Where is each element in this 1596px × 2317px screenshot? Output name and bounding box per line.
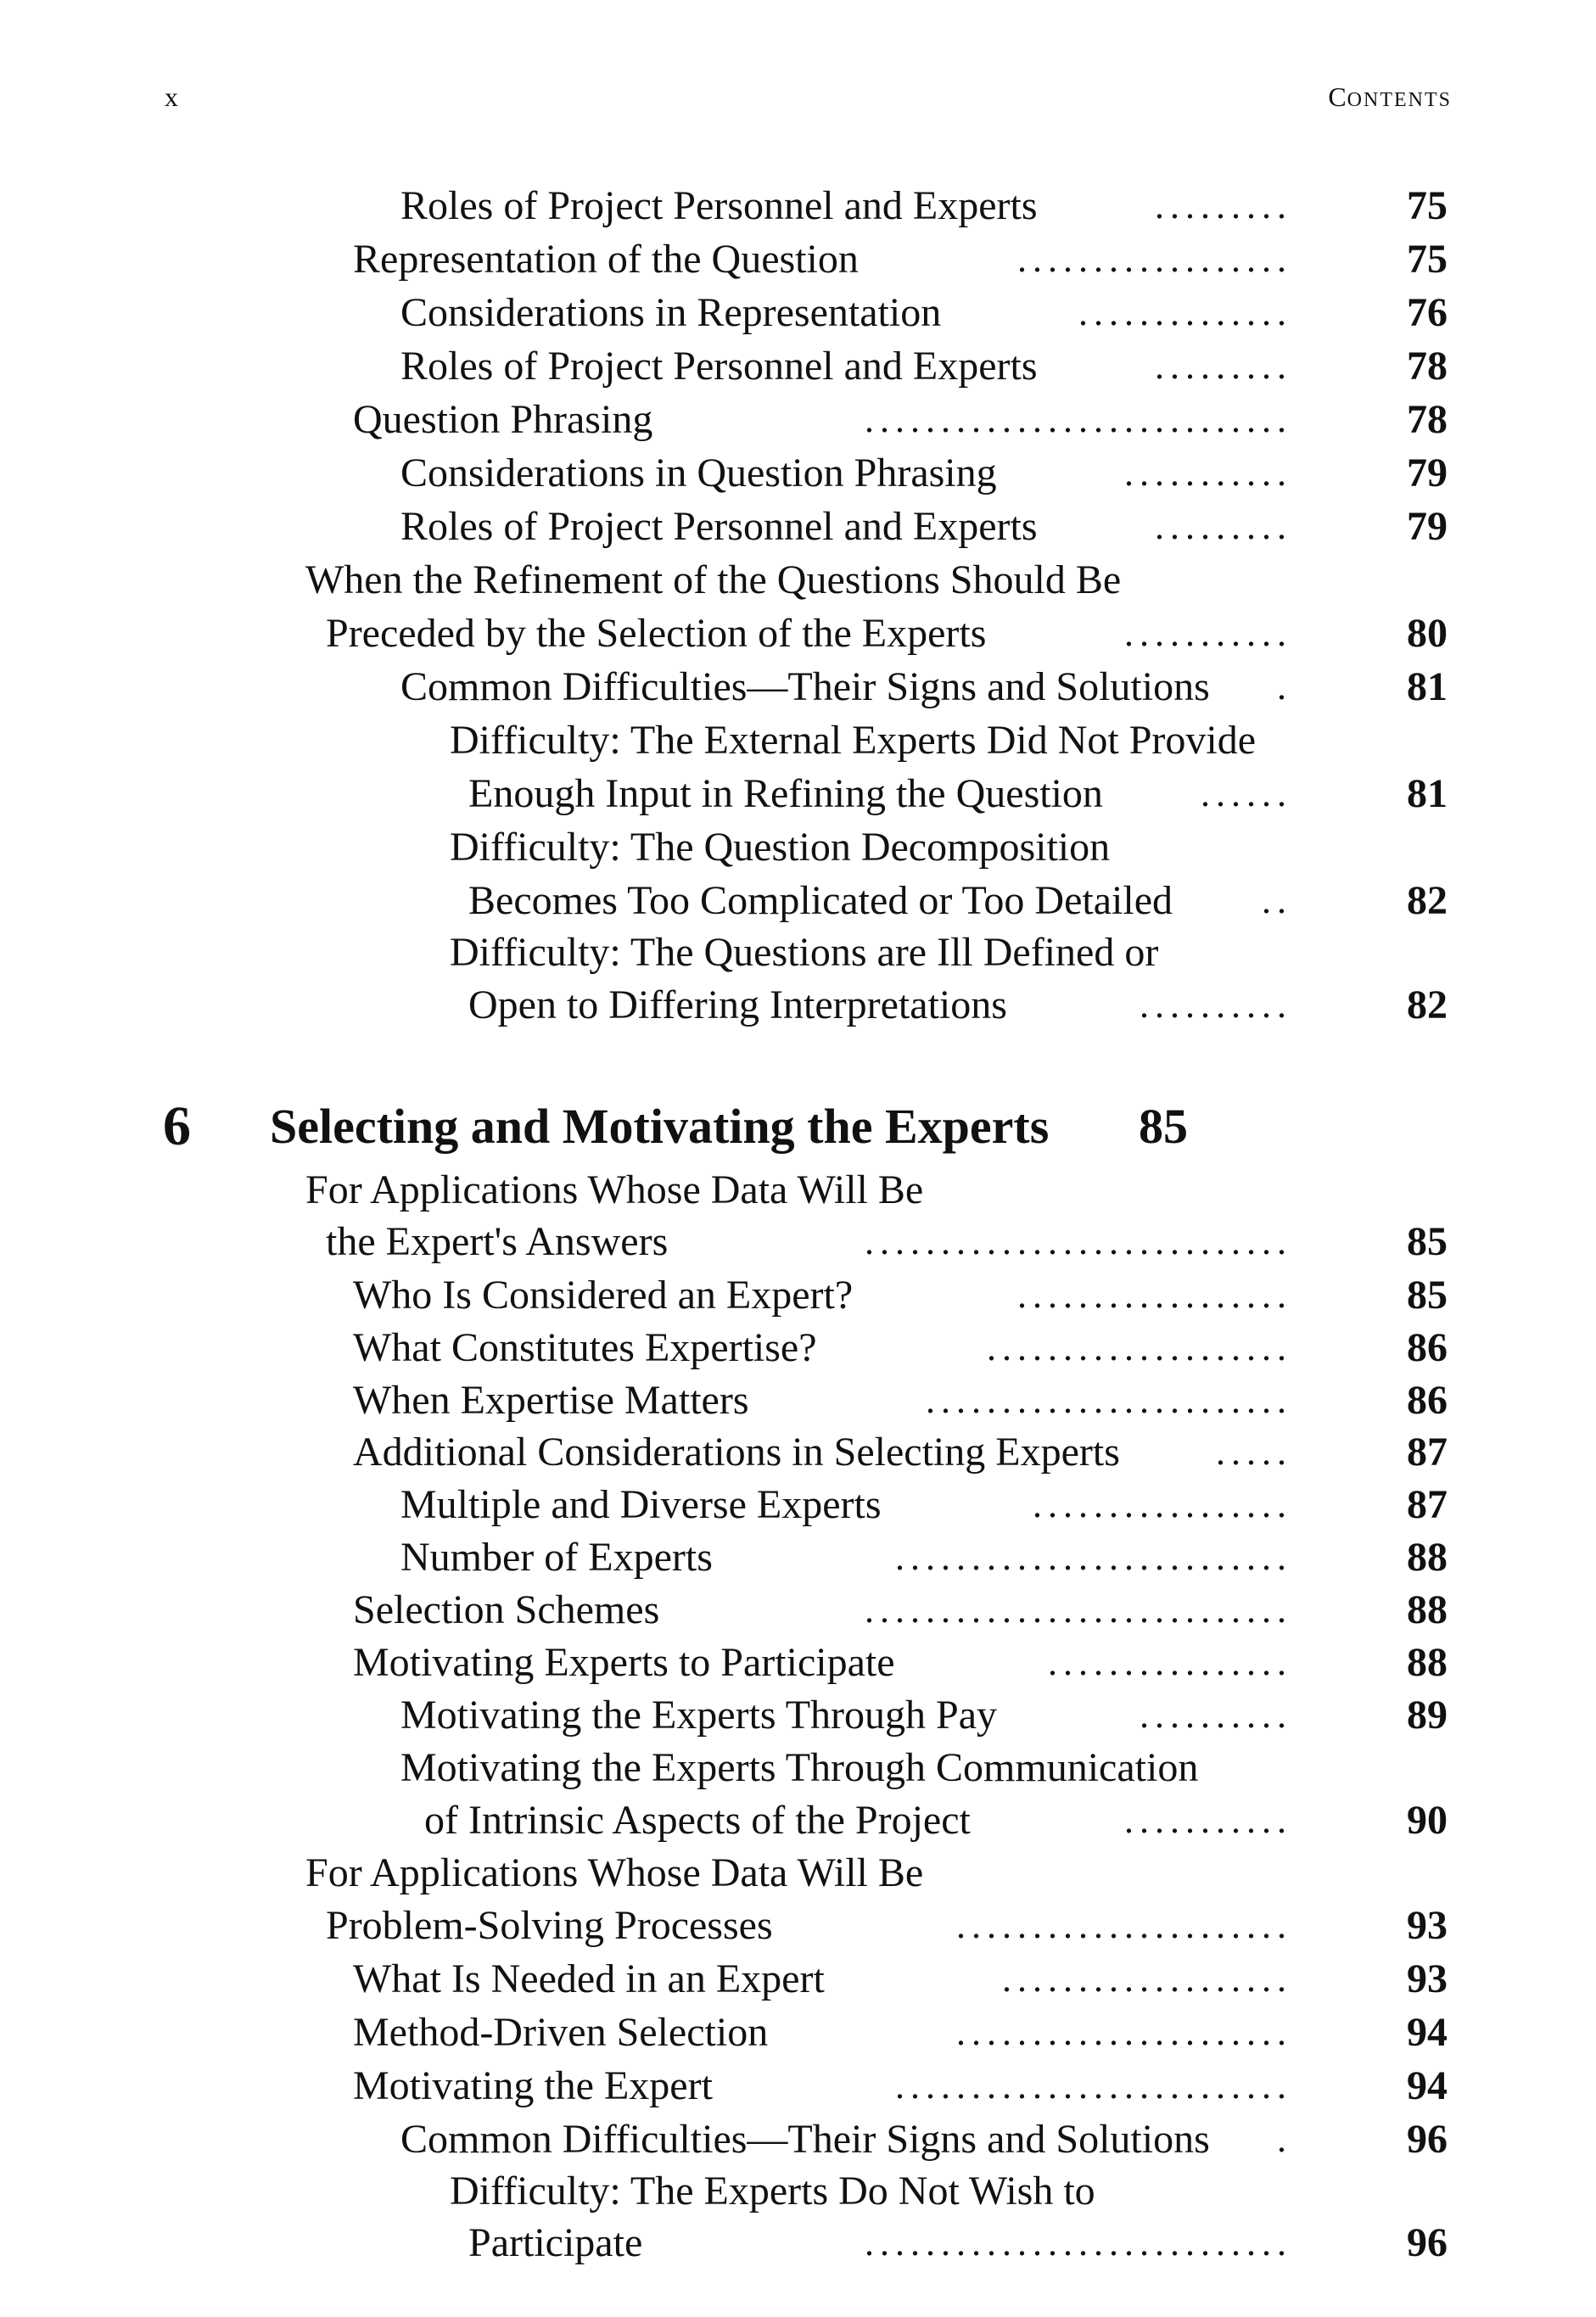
toc-entry-title: Open to Differing Interpretations: [468, 982, 1007, 1027]
toc-entry-page: 87: [1407, 1482, 1448, 1527]
leader-dots: ...................: [1002, 1958, 1292, 2000]
page-number: x: [165, 81, 178, 112]
toc-entry-title: Question Phrasing: [353, 397, 653, 442]
toc-entry[interactable]: [0, 2218, 1596, 2269]
toc-entry-title: For Applications Whose Data Will Be: [305, 1167, 924, 1212]
leader-dots: ..............: [1078, 292, 1292, 333]
leader-dots: ..........: [1140, 1694, 1292, 1736]
toc-entry[interactable]: [0, 608, 1596, 659]
toc-entry-page: 94: [1407, 2063, 1448, 2108]
toc-entry-title: Enough Input in Refining the Question: [468, 771, 1103, 816]
toc-entry-title: Motivating the Experts Through Pay: [400, 1693, 998, 1738]
toc-entry[interactable]: [0, 1743, 1596, 1794]
leader-dots: ....................: [987, 1327, 1292, 1368]
leader-dots: ...........: [1124, 613, 1292, 654]
leader-dots: ...........: [1124, 1799, 1292, 1841]
leader-dots: ............................: [865, 2222, 1292, 2264]
toc-entry[interactable]: [0, 876, 1596, 926]
toc-entry[interactable]: [0, 1585, 1596, 1636]
leader-dots: .........: [1155, 185, 1292, 227]
toc-entry-title: Problem-Solving Processes: [326, 1903, 773, 1948]
leader-dots: ............................: [865, 1221, 1292, 1262]
toc-entry-title: Motivating the Experts Through Communication: [400, 1745, 1199, 1790]
toc-entry[interactable]: [0, 1427, 1596, 1478]
toc-entry-page: 88: [1407, 1640, 1448, 1685]
toc-entry[interactable]: [0, 1690, 1596, 1741]
toc-entry-title: Common Difficulties—Their Signs and Solutions: [400, 2117, 1210, 2162]
leader-dots: ..........: [1140, 984, 1292, 1026]
toc-entry[interactable]: [0, 769, 1596, 820]
toc-entry-title: Method-Driven Selection: [353, 2010, 769, 2055]
running-title-smallcaps: ONTENTS: [1347, 89, 1452, 111]
leader-dots: ........................: [926, 1380, 1292, 1421]
toc-entry-page: 75: [1407, 183, 1448, 228]
toc-entry-title: Difficulty: The Questions are Ill Defined or: [450, 930, 1159, 975]
toc-entry-page: 89: [1407, 1693, 1448, 1738]
toc-entry-page: 82: [1407, 982, 1448, 1027]
running-title-initial: C: [1328, 81, 1347, 112]
toc-entry-title: Selection Schemes: [353, 1587, 660, 1632]
toc-entry-page: 75: [1407, 237, 1448, 282]
chapter-heading[interactable]: [0, 1094, 1596, 1159]
toc-entry-title: Becomes Too Complicated or Too Detailed: [468, 878, 1173, 923]
leader-dots: ......: [1201, 773, 1292, 814]
toc-entry-page: 93: [1407, 1956, 1448, 2001]
toc-entry[interactable]: [0, 1375, 1596, 1426]
leader-dots: ..........................: [895, 2065, 1292, 2107]
leader-dots: ..........................: [895, 1536, 1292, 1578]
toc-entry-title: Considerations in Question Phrasing: [400, 451, 997, 495]
leader-dots: .....: [1216, 1431, 1292, 1473]
toc-entry[interactable]: [0, 2166, 1596, 2217]
leader-dots: .: [1277, 2118, 1292, 2160]
toc-entry-page: 88: [1407, 1535, 1448, 1580]
leader-dots: ......................: [956, 1905, 1292, 1946]
toc-entry[interactable]: [0, 1480, 1596, 1531]
leader-dots: .: [1277, 666, 1292, 708]
toc-entry-title: Motivating Experts to Participate: [353, 1640, 895, 1685]
toc-entry-title: When Expertise Matters: [353, 1378, 749, 1423]
toc-entry-title: For Applications Whose Data Will Be: [305, 1850, 924, 1895]
chapter-number: 6: [163, 1095, 191, 1157]
toc-entry-title: Multiple and Diverse Experts: [400, 1482, 882, 1527]
chapter-title: Selecting and Motivating the Experts: [270, 1099, 1050, 1154]
toc-entry-page: 86: [1407, 1378, 1448, 1423]
toc-entry-page: 78: [1407, 397, 1448, 442]
toc-entry[interactable]: [0, 1323, 1596, 1374]
leader-dots: ..................: [1017, 1274, 1292, 1316]
toc-entry-page: 90: [1407, 1798, 1448, 1843]
toc-entry[interactable]: [0, 1165, 1596, 1216]
toc-entry-title: Motivating the Expert: [353, 2063, 713, 2108]
toc-entry[interactable]: [0, 927, 1596, 978]
toc-entry[interactable]: [0, 2061, 1596, 2112]
toc-entry-page: 80: [1407, 611, 1448, 656]
toc-entry-title: Common Difficulties—Their Signs and Solutions: [400, 664, 1210, 709]
toc-entry-page: 93: [1407, 1903, 1448, 1948]
toc-entry-page: 79: [1407, 504, 1448, 549]
toc-entry-title: Participate: [468, 2220, 643, 2265]
toc-entry-title: Considerations in Representation: [400, 290, 942, 335]
leader-dots: ............................: [865, 399, 1292, 440]
toc-entry-title: When the Refinement of the Questions Should Be: [305, 557, 1122, 602]
toc-entry[interactable]: [0, 448, 1596, 499]
toc-entry-page: 82: [1407, 878, 1448, 923]
toc-entry[interactable]: [0, 662, 1596, 713]
toc-entry-page: 85: [1407, 1219, 1448, 1264]
toc-entry-page: 85: [1407, 1273, 1448, 1318]
toc-entry[interactable]: [0, 234, 1596, 285]
toc-entry-title: Representation of the Question: [353, 237, 859, 282]
toc-entry[interactable]: [0, 1270, 1596, 1321]
toc-entry-page: 94: [1407, 2010, 1448, 2055]
toc-entry-title: Difficulty: The External Experts Did Not Provide: [450, 718, 1257, 763]
toc-entry-title: Roles of Project Personnel and Experts: [400, 183, 1038, 228]
toc-entry[interactable]: [0, 822, 1596, 873]
toc-entry-page: 88: [1407, 1587, 1448, 1632]
toc-entry-title: Who Is Considered an Expert?: [353, 1273, 854, 1318]
leader-dots: .........: [1155, 506, 1292, 547]
toc-entry-title: Additional Considerations in Selecting Experts: [353, 1430, 1120, 1475]
toc-entry[interactable]: [0, 1217, 1596, 1268]
toc-entry-title: Preceded by the Selection of the Experts: [326, 611, 987, 656]
toc-entry[interactable]: [0, 2007, 1596, 2058]
toc-entry[interactable]: [0, 288, 1596, 339]
toc-entry-title: Difficulty: The Question Decomposition: [450, 825, 1111, 870]
leader-dots: .................: [1033, 1484, 1292, 1525]
toc-entry[interactable]: [0, 980, 1596, 1031]
toc-entry-page: 81: [1407, 771, 1448, 816]
leader-dots: ......................: [956, 2012, 1292, 2053]
toc-entry-page: 79: [1407, 451, 1448, 495]
toc-entry[interactable]: [0, 1795, 1596, 1846]
toc-entry-title: Number of Experts: [400, 1535, 713, 1580]
toc-entry-page: 96: [1407, 2117, 1448, 2162]
toc-entry-title: Roles of Project Personnel and Experts: [400, 344, 1038, 389]
leader-dots: ...........: [1124, 452, 1292, 494]
chapter-page: 85: [1139, 1099, 1188, 1154]
leader-dots: ..................: [1017, 238, 1292, 280]
toc-entry-title: the Expert's Answers: [326, 1219, 669, 1264]
toc-entry-page: 76: [1407, 290, 1448, 335]
leader-dots: .........: [1155, 345, 1292, 387]
toc-entry[interactable]: [0, 181, 1596, 232]
toc-entry-title: Difficulty: The Experts Do Not Wish to: [450, 2169, 1095, 2213]
toc-entry-title: What Is Needed in an Expert: [353, 1956, 825, 2001]
toc-entry[interactable]: [0, 555, 1596, 606]
toc-entry-title: What Constitutes Expertise?: [353, 1325, 817, 1370]
toc-entry[interactable]: [0, 2114, 1596, 2165]
toc-entry-title: Roles of Project Personnel and Experts: [400, 504, 1038, 549]
toc-entry-page: 78: [1407, 344, 1448, 389]
toc-entry[interactable]: [0, 1848, 1596, 1899]
toc-entry-title: of Intrinsic Aspects of the Project: [424, 1798, 971, 1843]
toc-entry-page: 96: [1407, 2220, 1448, 2265]
running-title: [1328, 81, 1452, 113]
toc-entry[interactable]: [0, 1637, 1596, 1688]
toc-entry[interactable]: [0, 1954, 1596, 2005]
toc-entry-page: 87: [1407, 1430, 1448, 1475]
toc-entry-page: 81: [1407, 664, 1448, 709]
leader-dots: ............................: [865, 1589, 1292, 1631]
toc-entry[interactable]: [0, 1900, 1596, 1951]
toc-entry[interactable]: [0, 395, 1596, 445]
toc-entry[interactable]: [0, 715, 1596, 766]
toc-entry[interactable]: [0, 501, 1596, 552]
leader-dots: ................: [1048, 1642, 1292, 1683]
toc-entry-page: 86: [1407, 1325, 1448, 1370]
toc-entry[interactable]: [0, 1532, 1596, 1583]
toc-entry[interactable]: [0, 341, 1596, 392]
leader-dots: ..: [1262, 880, 1292, 921]
